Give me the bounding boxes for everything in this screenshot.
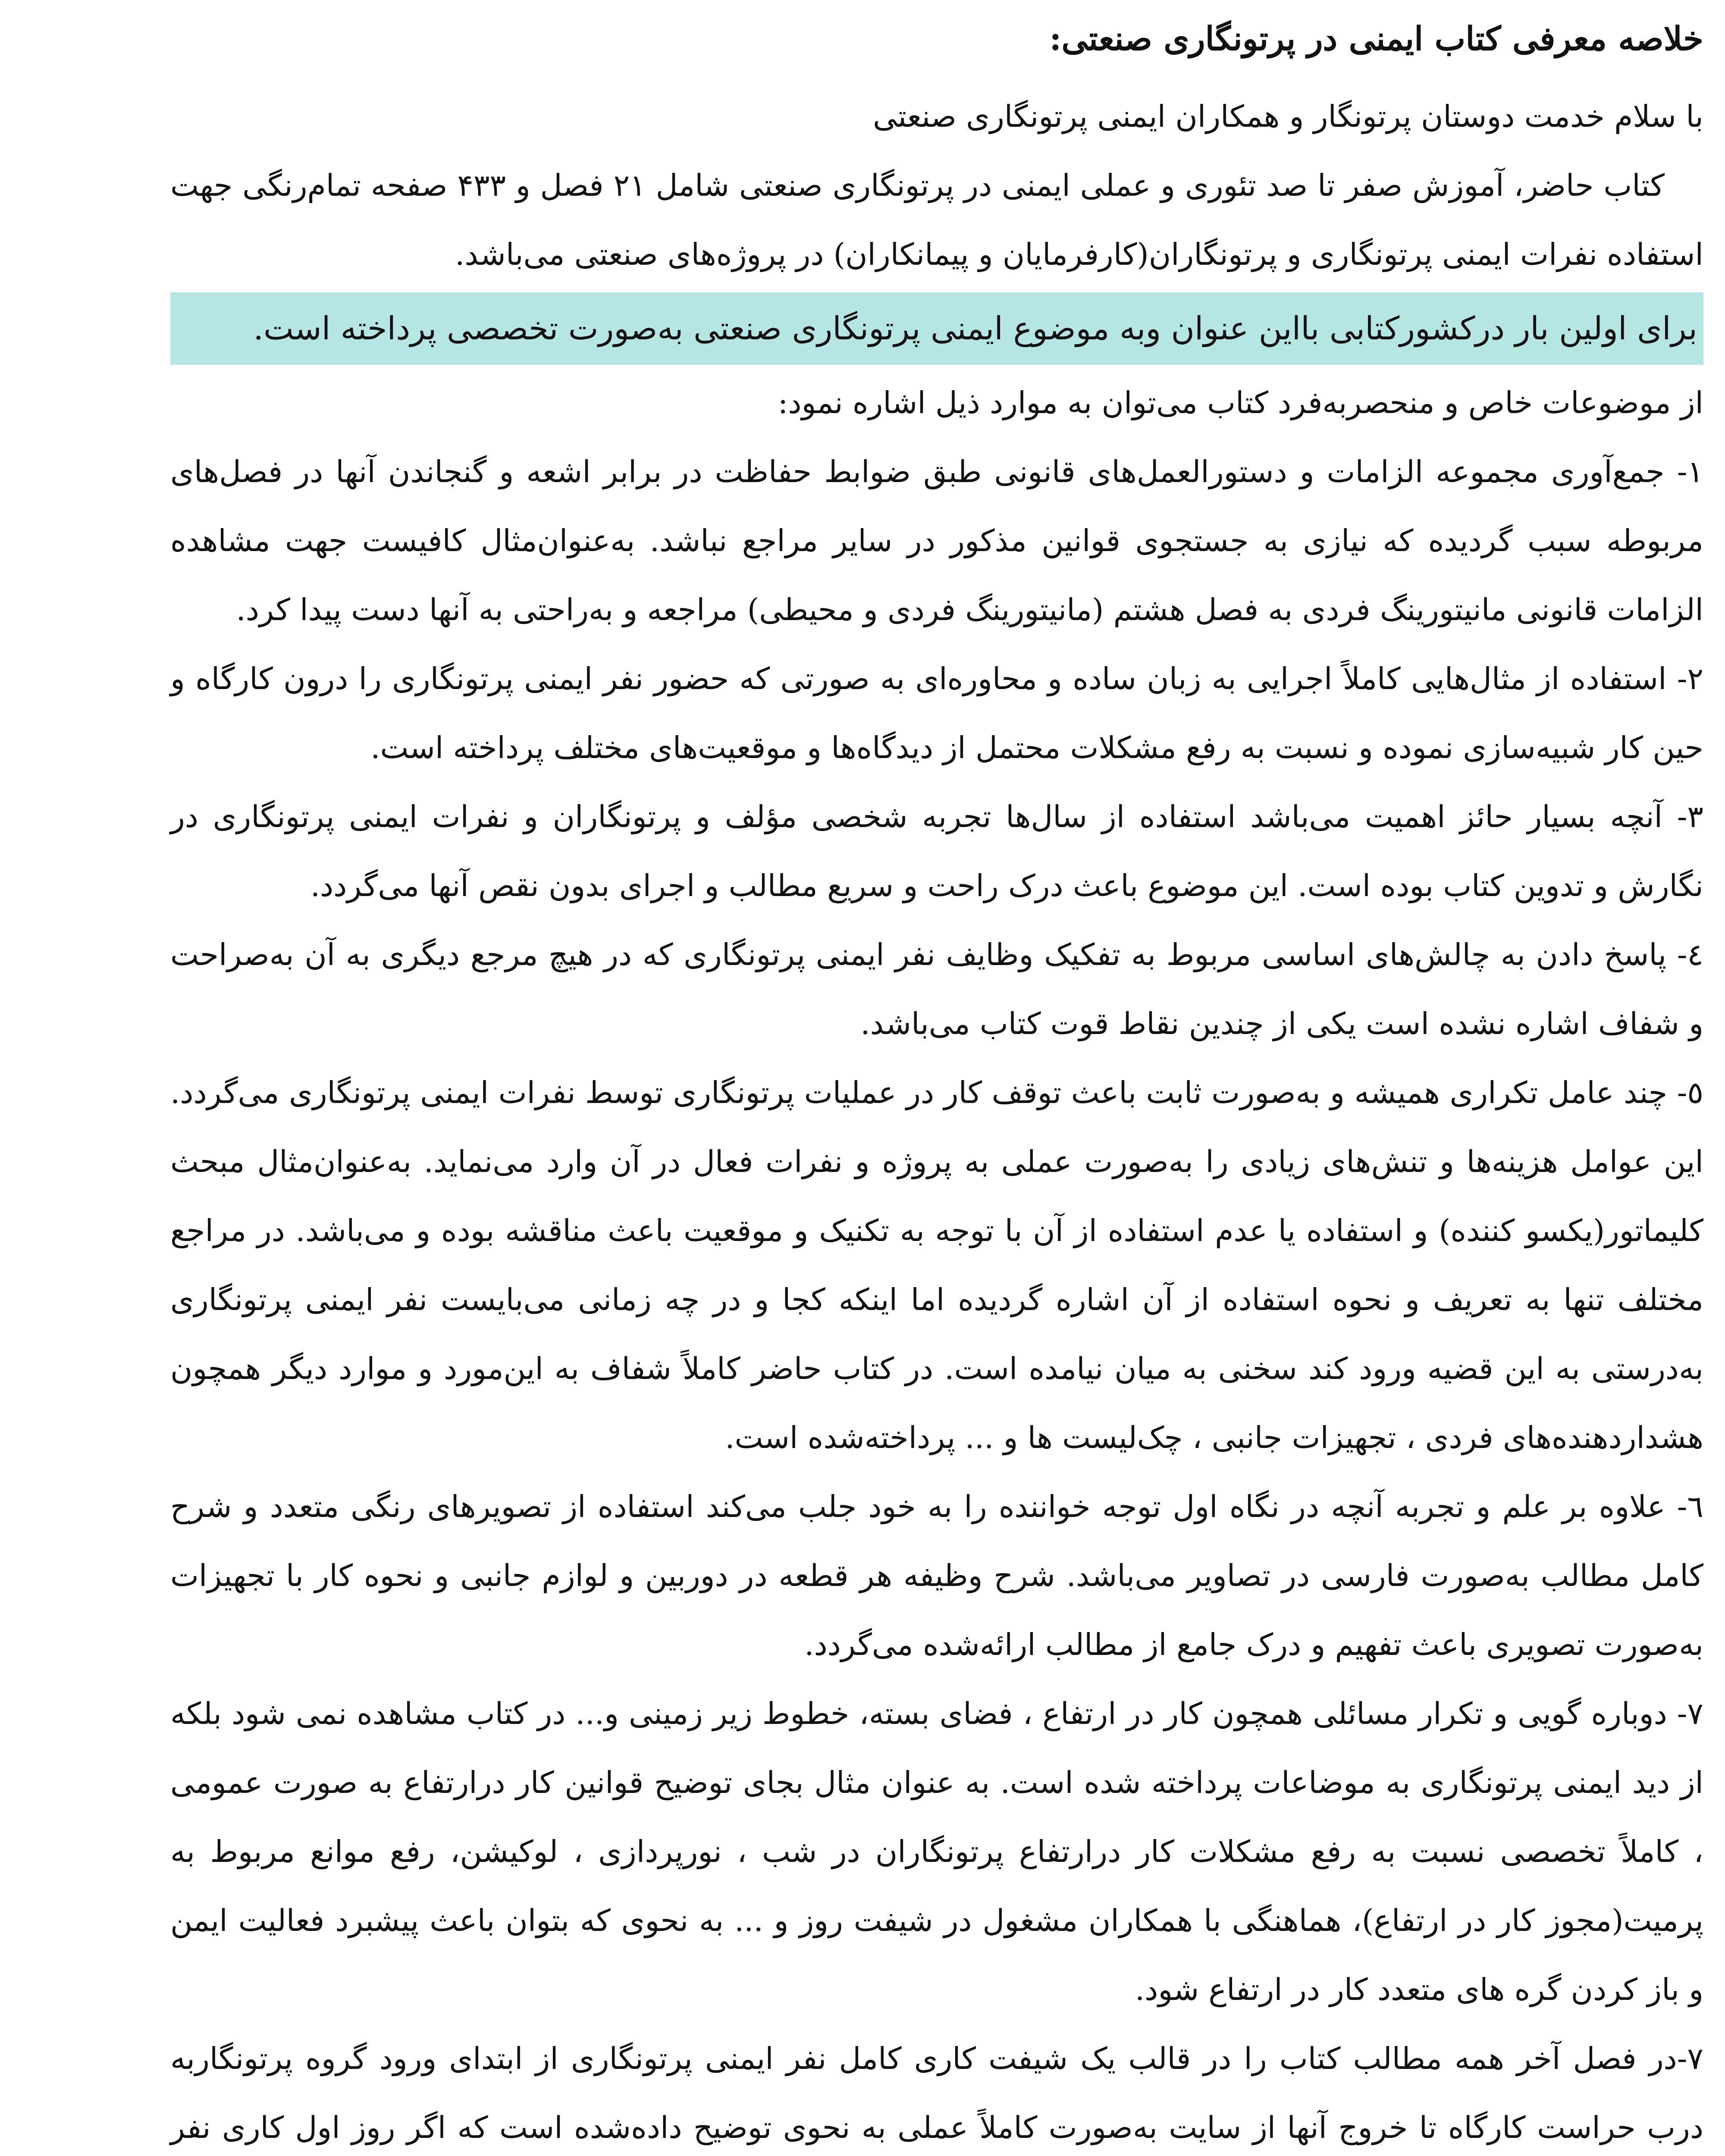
document-page <box>170 9 1703 2156</box>
feature-item-4: ٤- پاسخ دادن به چالش‌های اساسی مربوط به تفکیک وظایف نفر ایمنی پرتونگاری که در هیچ مرجع دیگری به آن به‌صراحت و شفاف اشاره نشده است یکی از چندین نقاط قوت کتاب می‌باشد. <box>170 937 1703 1041</box>
feature-item-6: ٦- علاوه بر علم و تجربه آنچه در نگاه اول توجه خواننده را به خود جلب می‌کند استفاده از تصویرهای رنگی متعدد و شرح کامل مطالب به‌صورت فارسی در تصاویر می‌باشد. شرح وظیفه هر قطعه در دوربین و لوازم جانبی و نحوه کار با تجهیزات به‌صورت تصویری باعث تفهیم و درک جامع از مطالب ارائه‌شده می‌گردد. <box>170 1489 1703 1662</box>
intro-paragraph: کتاب حاضر، آموزش صفر تا صد تئوری و عملی ایمنی در پرتونگاری صنعتی شامل ۲۱ فصل و ۴۳۳ صفحه تمام‌رنگی جهت استفاده نفرات ایمنی پرتونگاری و پرتونگاران(کارفرمایان و پیمانکاران) در پروژه‌های صنعتی می‌باشد. <box>170 168 1703 272</box>
document-title: خلاصه معرفی کتاب ایمنی در پرتونگاری صنعتی: <box>1049 19 1703 58</box>
feature-item-8: ۷-در فصل آخر همه مطالب کتاب را در قالب یک شیفت کاری کامل نفر ایمنی پرتونگاری از ابتدای ورود گروه پرتونگاربه درب حراست کارگاه تا خروج آنها از سایت به‌صورت کاملاً عملی به نحوی توضیح داده‌شده است که اگر روز اول کاری نفر <box>170 2041 1703 2145</box>
feature-item-2: ۲- استفاده از مثال‌هایی کاملاً اجرایی به زبان ساده و محاوره‌ای به صورتی که حضور نفر ایمنی پرتونگاری را درون کارگاه و حین کار شبیه‌سازی نموده و نسبت به رفع مشکلات محتمل از دیدگاه‌ها و موقعیت‌های مختلف پرداخته است. <box>170 661 1704 765</box>
features-intro: از موضوعات خاص و منحصربه‌فرد کتاب می‌توان به موارد ذیل اشاره نمود: <box>778 385 1703 420</box>
greeting-paragraph: با سلام خدمت دوستان پرتونگار و همکاران ایمنی پرتونگاری صنعتی <box>873 99 1703 134</box>
feature-item-3: ۳- آنچه بسیار حائز اهمیت می‌باشد استفاده از سال‌ها تجربه شخصی مؤلف و پرتونگاران و نفرات ایمنی پرتونگاری در نگارش و تدوین کتاب بوده است. این موضوع باعث درک راحت و سریع مطالب و اجرای بدون نقص آنها می‌گردد. <box>170 799 1703 903</box>
feature-item-5: ٥- چند عامل تکراری همیشه و به‌صورت ثابت باعث توقف کار در عملیات پرتونگاری توسط نفرات ایمنی پرتونگاری می‌گردد. این عوامل هزینه‌ها و تنش‌های زیادی را به‌صورت عملی به پروژه و نفرات فعال در آن وارد می‌نماید. به‌عنوان‌مثال مبحث کلیماتور(یکسو کننده) و استفاده یا عدم استفاده از آن با توجه به تکنیک و موقعیت باعث مناقشه بوده و می‌باشد. در مراجع مختلف تنها به تعریف و نحوه استفاده از آن اشاره گردیده اما اینکه کجا و در چه زمانی می‌بایست نفر ایمنی پرتونگاری به‌درستی به این قضیه ورود کند سخنی به میان نیامده است. در کتاب حاضر کاملاً شفاف به این‌مورد و موارد دیگر همچون هشداردهنده‌های فردی ، تجهیزات جانبی ، چک‌لیست ها و ... پرداخته‌شده است. <box>170 1075 1703 1455</box>
feature-item-1: ۱- جمع‌آوری مجموعه الزامات و دستورالعمل‌های قانونی طبق ضوابط حفاظت در برابر اشعه و گنجاندن آنها در فصل‌های مربوطه سبب گردیده که نیازی به جستجوی قوانین مذکور در سایر مراجع نباشد. به‌عنوان‌مثال کافیست جهت مشاهده الزامات قانونی مانیتورینگ فردی به فصل هشتم (مانیتورینگ فردی و محیطی) مراجعه و به‌راحتی به آنها دست پیدا کرد. <box>170 454 1703 627</box>
feature-item-7: ۷- دوباره گویی و تکرار مسائلی همچون کار در ارتفاع ، فضای بسته، خطوط زیر زمینی و... در کتاب مشاهده نمی شود بلکه از دید ایمنی پرتونگاری به موضاعات پرداخته شده است. به عنوان مثال بجای توضیح قوانین کار درارتفاع به صورت عمومی ، کاملاً تخصصی نسبت به رفع مشکلات کار درارتفاع پرتونگاران در شب ، نورپردازی ، لوکیشن، رفع موانع مربوط به پرمیت(مجوز کار در ارتفاع)، هماهنگی با همکاران مشغول در شیفت روز و ... به نحوی که بتوان باعث پیشبرد فعالیت ایمن و باز کردن گره های متعدد کار در ارتفاع شود. <box>170 1696 1703 2007</box>
highlighted-sentence: برای اولین بار درکشورکتابی بااین عنوان وبه موضوع ایمنی پرتونگاری صنعتی به‌صورت تخصصی پرداخته است. <box>170 292 1703 365</box>
